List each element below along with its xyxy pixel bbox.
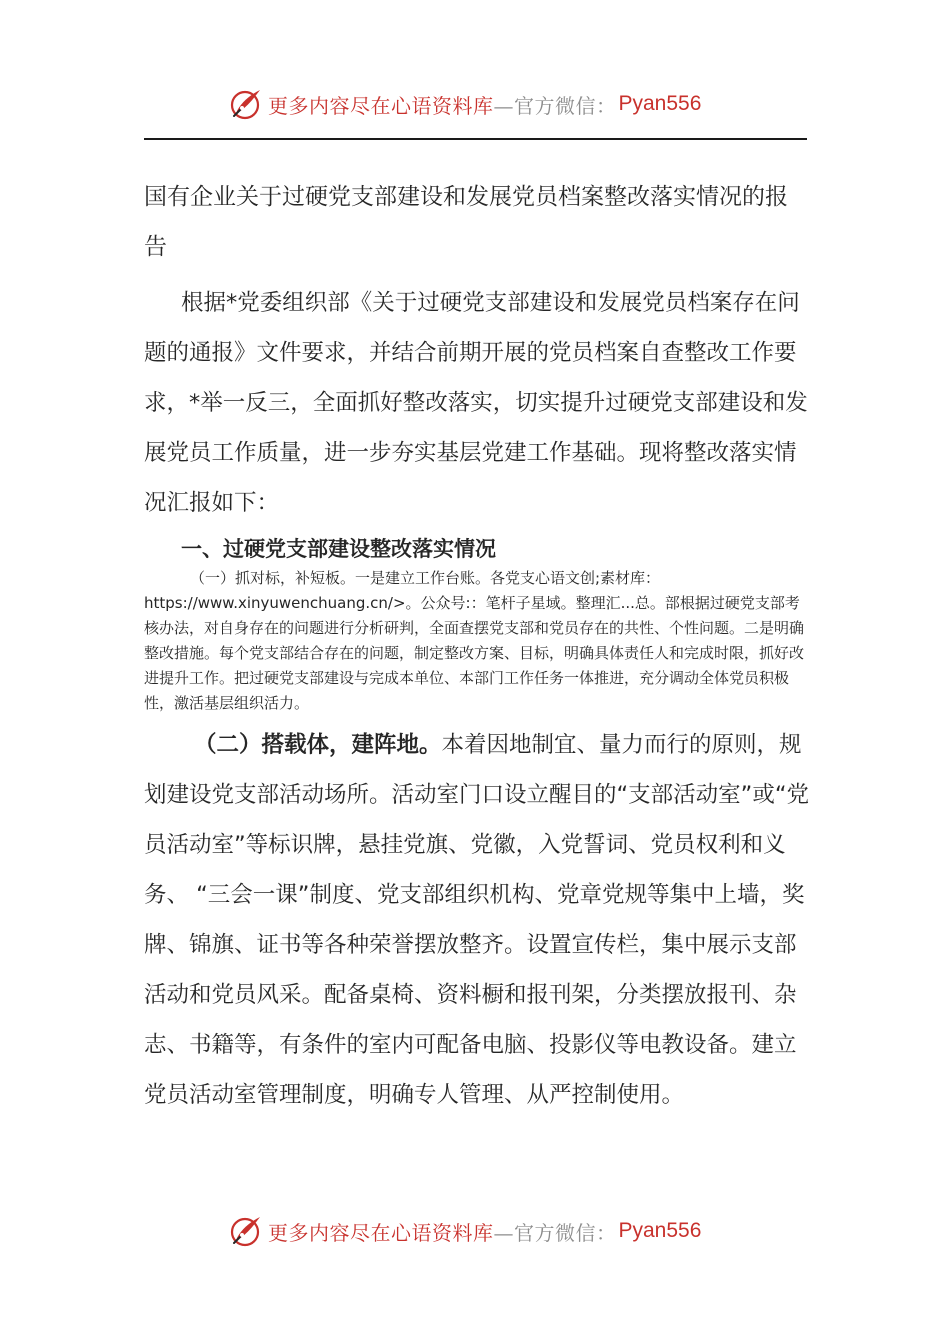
- section1-item2-paragraph: [144, 720, 809, 1120]
- banner-wechat-id: Pyan556: [618, 92, 702, 115]
- section1-item2-lead: （二）搭载体，建阵地。: [194, 732, 442, 758]
- header-banner: [228, 84, 748, 124]
- banner-wechat-text: —官方微信：: [493, 93, 617, 118]
- quill-logo-icon: [228, 86, 264, 122]
- quill-logo-icon: [228, 1213, 264, 1249]
- footer-library-text: 更多内容尽在心语资料库: [268, 1220, 494, 1245]
- section1-item1-paragraph: （一）抓对标，补短板。一是建立工作台账。各党支心语文创;素材库：https://www.xinyuwenchuang.cn/>。公众号:：笔杆子星域。整理汇...总。部根据过硬党支部考核办法，对自身存在的问题进行分析研判，全面查摆党支部和党员存在的共性、个性问题。二是明确整改措施。每个党支部结合存在的问题，制定整改方案、目标，明确具体责任人和完成时限，抓好改进提升工作。把过硬党支部建设与完成本单位、本部门工作任务一体推进，充分调动全体党员积极性，激活基层组织活力。: [144, 569, 805, 712]
- section1-item2-body: 本着因地制宜、量力而行的原则，规划建设党支部活动场所。活动室门口设立醒目的“支部活动室”或“党员活动室”等标识牌，悬挂党旗、党徽，入党誓词、党员权利和义务、 “三会一课”制度、党支部组织机构、党章党规等集中上墙，奖牌、锦旗、证书等各种荣誉摆放整齐。设置宣传栏，集中展示支部活动和党员风采。配备桌椅、资料橱和报刊架，分类摆放报刊、杂志、书籍等，有条件的室内可配备电脑、投影仪等电教设备。建立党员活动室管理制度，明确专人管理、从严控制使用。: [144, 732, 809, 1108]
- document-title: 国有企业关于过硬党支部建设和发展党员档案整改落实情况的报告: [144, 184, 788, 260]
- header-divider: [144, 138, 807, 140]
- footer-wechat-id: Pyan556: [618, 1219, 702, 1242]
- footer-banner: [228, 1211, 748, 1251]
- document-body: [144, 172, 809, 1120]
- footer-wechat-text: —官方微信：: [493, 1220, 617, 1245]
- section1-heading: 一、过硬党支部建设整改落实情况: [181, 537, 496, 561]
- banner-library-text: 更多内容尽在心语资料库: [268, 93, 494, 118]
- intro-paragraph: 根据*党委组织部《关于过硬党支部建设和发展党员档案存在问题的通报》文件要求，并结合前期开展的党员档案自查整改工作要求，*举一反三，全面抓好整改落实，切实提升过硬党支部建设和发展党员工作质量，进一步夯实基层党建工作基础。现将整改落实情况汇报如下：: [144, 290, 808, 516]
